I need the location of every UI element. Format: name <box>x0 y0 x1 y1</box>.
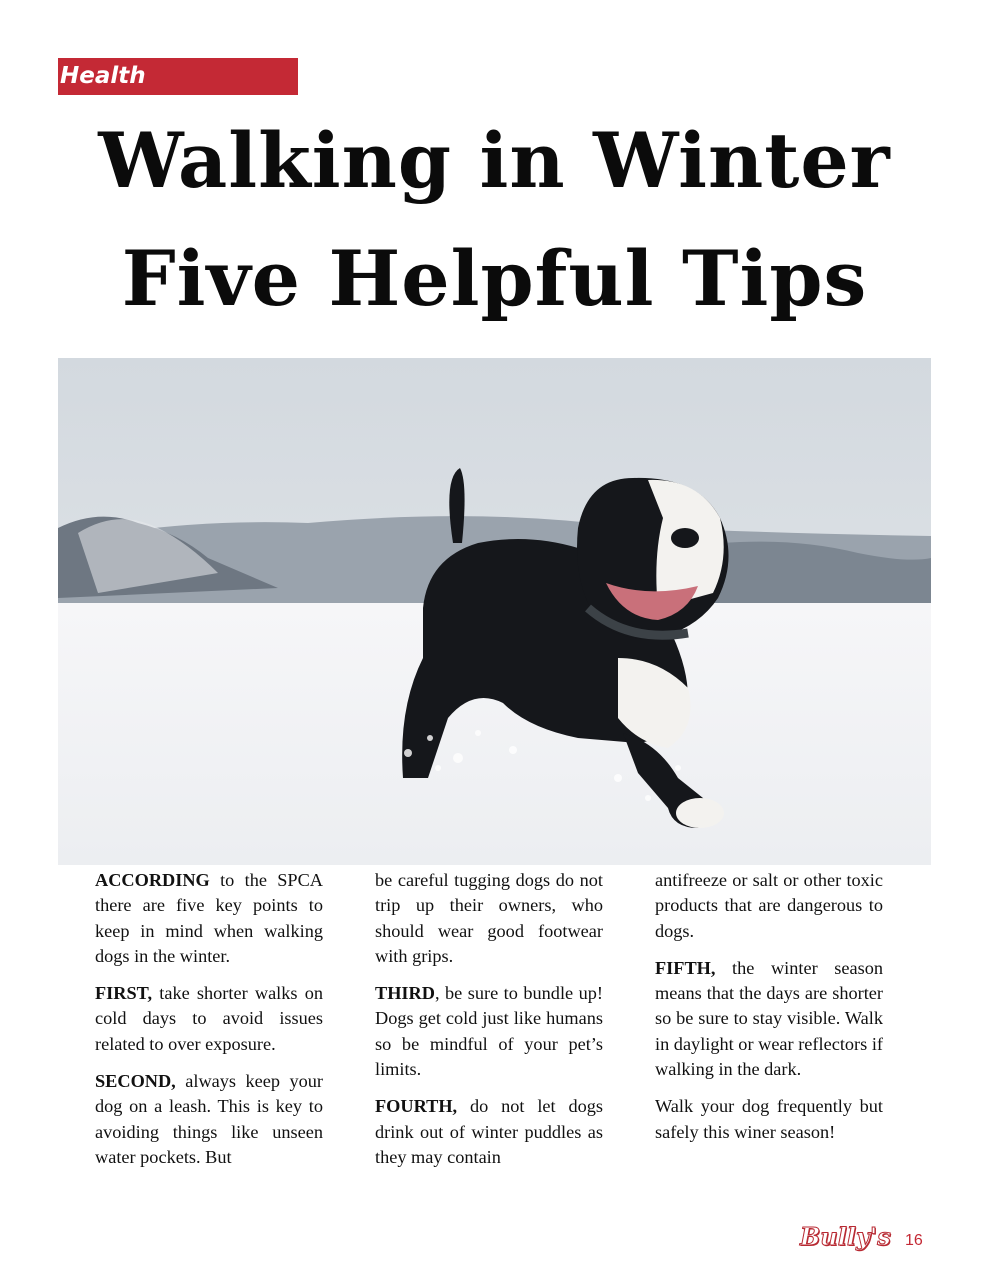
paragraph <box>375 1094 603 1170</box>
paragraph-text: always keep your dog on a leash. This is key to avoiding things like unseen water pockets. But <box>95 1071 323 1167</box>
lead-word: FOURTH, <box>375 1096 458 1117</box>
paragraph <box>655 1094 883 1145</box>
article-column-1 <box>95 868 323 1182</box>
paragraph <box>95 981 323 1057</box>
paragraph <box>655 956 883 1082</box>
paragraph-text: to the SPCA there are five key points to keep in mind when walking dogs in the winter. <box>95 870 323 966</box>
headline <box>58 102 931 338</box>
lead-word: FIFTH, <box>655 957 716 978</box>
paragraph-text: the winter season means that the days are shorter so be sure to stay visible. Walk in daylight or wear reflectors if walking in the dark. <box>655 957 883 1080</box>
magazine-logo: Bully's <box>800 1222 891 1251</box>
paragraph-text: take shorter walks on cold days to avoid issues related to over exposure. <box>95 983 323 1054</box>
article-column-3 <box>655 868 883 1157</box>
dog-nose <box>671 528 699 548</box>
paragraph <box>95 868 323 969</box>
article-column-2 <box>375 868 603 1182</box>
paragraph-text: do not let dogs drink out of winter puddles as they may contain <box>375 1096 603 1167</box>
paragraph-text: Walk your dog frequently but safely this winer season! <box>655 1096 883 1142</box>
paragraph-text: , be sure to bundle up! Dogs get cold just like humans so be mindful of your pet’s limits. <box>375 983 603 1080</box>
lead-word: ACCORDING <box>95 870 210 890</box>
paragraph <box>655 868 883 944</box>
headline-line-1: Walking in Winter <box>98 116 891 205</box>
paragraph <box>95 1069 323 1170</box>
paragraph <box>375 981 603 1082</box>
section-tag: Health <box>58 58 298 95</box>
article-photo <box>58 358 931 865</box>
dog-paw <box>676 798 724 828</box>
headline-line-2: Five Helpful Tips <box>121 234 868 323</box>
dog-in-snow-illustration <box>58 358 931 865</box>
page-number: 16 <box>905 1232 923 1249</box>
paragraph-text: antifreeze or salt or other toxic products that are dangerous to dogs. <box>655 870 883 941</box>
lead-word: THIRD <box>375 983 435 1004</box>
lead-word: FIRST, <box>95 983 153 1004</box>
paragraph <box>375 868 603 969</box>
paragraph-text: be careful tugging dogs do not trip up their owners, who should wear good footwear with grips. <box>375 870 603 966</box>
article-body <box>95 868 883 1188</box>
lead-word: SECOND, <box>95 1071 176 1092</box>
